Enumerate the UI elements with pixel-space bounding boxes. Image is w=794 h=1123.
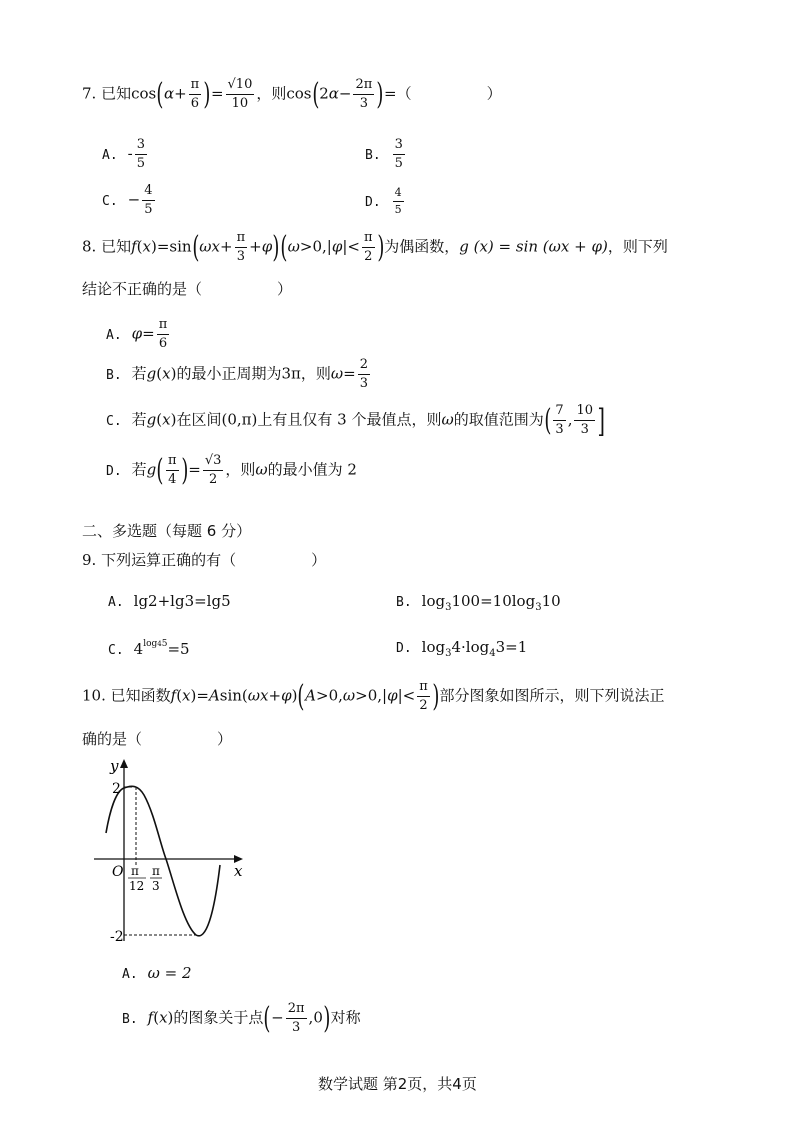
- question-8-stem-line2: 结论不正确的是（ ）: [82, 280, 293, 298]
- question-10-stem: 10. 已知函数f(x)=Asin(ωx+φ)(A>0,ω>0,|φ|< $\frac{\pi}{2}$ )部分图象如图所示，则下列说法正: [82, 678, 665, 714]
- section-heading-multi-choice: 二、多选题（每题 6 分）: [82, 522, 252, 540]
- y-min-label: -2: [110, 929, 124, 945]
- tick1-den: 12: [129, 879, 145, 893]
- question-9-stem: 9. 下列运算正确的有（ ）: [82, 551, 327, 569]
- q7-option-b[interactable]: B. $\frac{3}{5}$: [365, 137, 403, 171]
- tick1-num: π: [131, 864, 139, 878]
- q8-option-d[interactable]: D. 若g( $\frac{\pi}{4}$ )= $\frac{√3}{2}$ ，则ω的最小值为 2: [106, 452, 357, 488]
- q9-option-a[interactable]: A. lg2+lg3=lg5: [108, 592, 231, 610]
- q7-option-c-label: C.: [102, 193, 118, 209]
- y-label: y: [110, 757, 119, 775]
- q7-option-c[interactable]: C. − $\frac{4}{5}$: [102, 183, 153, 217]
- q10-option-b[interactable]: B. f(x)的图象关于点(− $\frac{2\pi}{3}$ ,0)对称: [122, 1000, 361, 1036]
- tick2-den: 3: [152, 879, 160, 893]
- q9-option-d[interactable]: D. $\log_34\cdot\log_43=1$: [396, 638, 528, 659]
- q8-option-a[interactable]: A. φ= $\frac{\pi}{6}$: [106, 317, 168, 351]
- page-footer: 数学试题 第2页，共4页: [318, 1075, 477, 1093]
- y-axis-arrow: [120, 759, 128, 768]
- q9-option-b[interactable]: B. $\log_3100=10\log_310$: [396, 592, 561, 613]
- q7-option-a-label: A.: [102, 147, 118, 163]
- x-label: x: [234, 862, 243, 880]
- sine-curve: [106, 786, 220, 936]
- q10-option-a[interactable]: A. ω = 2: [122, 964, 192, 982]
- y-max-label: 2: [112, 781, 121, 797]
- q8-option-b[interactable]: B. 若g(x)的最小正周期为3π，则ω= $\frac{2}{3}$: [106, 357, 368, 391]
- q7-option-a[interactable]: A. - $\frac{3}{5}$: [102, 137, 146, 171]
- origin-label: O: [112, 864, 124, 880]
- q7-option-b-label: B.: [365, 147, 381, 163]
- tick2-num: π: [152, 864, 160, 878]
- q9-option-c[interactable]: C. $4^{log45}=5$: [108, 639, 190, 658]
- q8-option-c[interactable]: C. 若g(x)在区间(0,π)上有且仅有 3 个最值点，则ω的取值范围为( $\frac{7}{3}$ , $\frac{10}{3}$ ]: [106, 401, 606, 440]
- question-7-stem: 7. 已知cos(α+ $\frac{\pi}{6}$ )= $\frac{√10}{10}$ ，则cos(2α− $\frac{2\pi}{3}$ )=（ ）: [82, 76, 502, 112]
- q7-paren: =（ ）: [384, 84, 502, 103]
- q7-option-d[interactable]: D. $\frac{4}{5}$: [365, 186, 402, 216]
- function-graph: [88, 755, 268, 945]
- question-8-stem: 8. 已知f(x)=sin(ωx+ $\frac{\pi}{3}$ +φ)(ω>0,|φ|< $\frac{\pi}{2}$ )为偶函数，g (x) = sin (ωx + φ)，则下列: [82, 229, 668, 265]
- question-10-stem-line2: 确的是（ ）: [82, 730, 233, 748]
- q7-option-d-label: D.: [365, 194, 381, 210]
- q7-mid: ，则: [256, 84, 287, 103]
- q7-prefix: 7. 已知: [82, 84, 132, 103]
